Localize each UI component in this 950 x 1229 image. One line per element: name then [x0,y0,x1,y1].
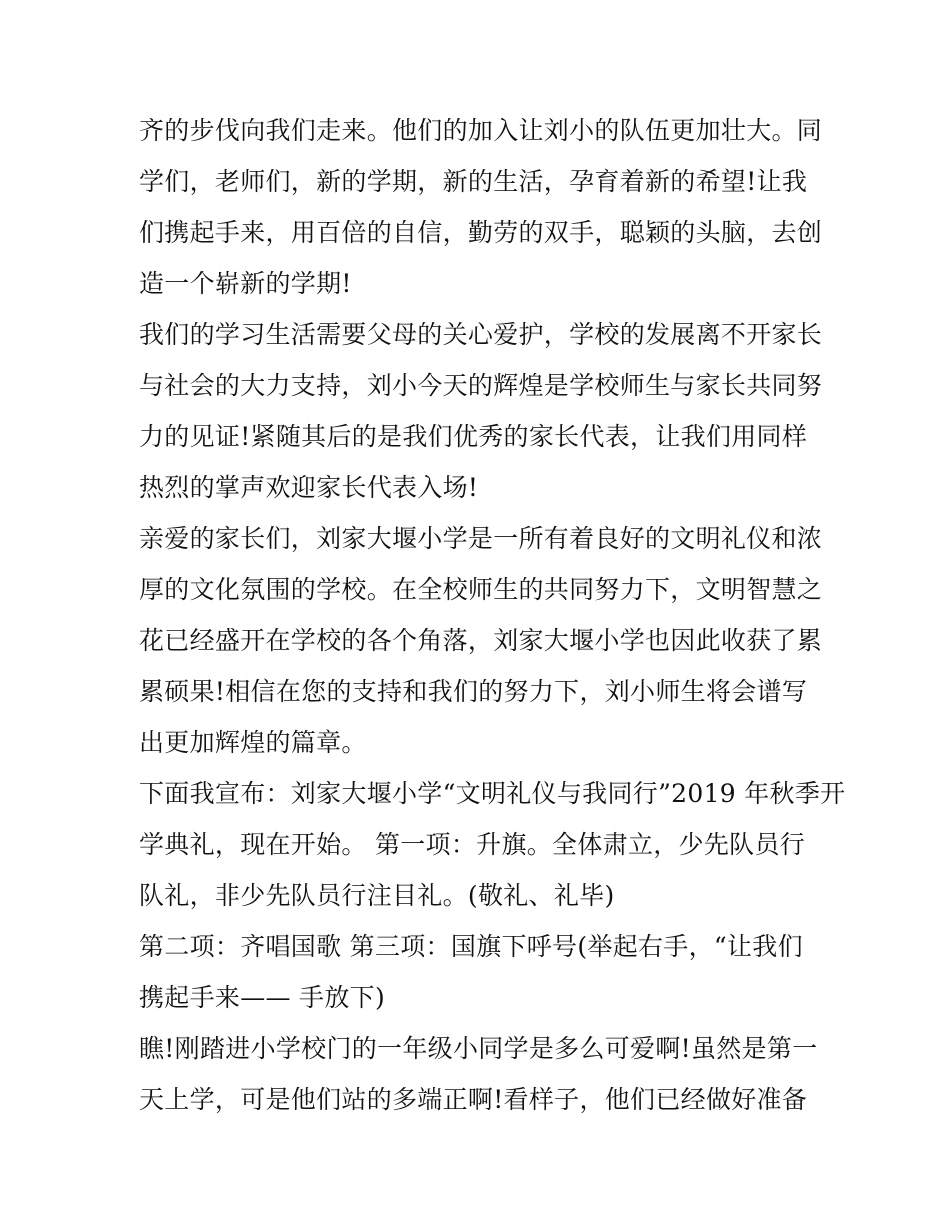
text-line: 花已经盛开在学校的各个角落，刘家大堰小学也因此收获了累 [139,626,823,655]
text-line: 厚的文化氛围的学校。在全校师生的共同努力下，文明智慧之 [139,575,823,604]
text-line: 造一个崭新的学期! [139,269,352,298]
text-line: 亲爱的家长们，刘家大堰小学是一所有着良好的文明礼仪和浓 [139,524,823,553]
text-line: 出更加辉煌的篇章。 [139,728,367,757]
text-line: 力的见证!紧随其后的是我们优秀的家长代表，让我们用同样 [139,422,808,451]
text-line: 下面我宣布：刘家大堰小学“文明礼仪与我同行”2019 年秋季开 [139,779,846,808]
text-line: 第二项：齐唱国歌 第三项：国旗下呼号(举起右手，“让我们 [139,932,803,961]
text-line: 天上学，可是他们站的多端正啊!看样子，他们已经做好准备 [139,1085,808,1114]
text-line: 与社会的大力支持，刘小今天的辉煌是学校师生与家长共同努 [139,371,823,400]
text-line: 齐的步伐向我们走来。他们的加入让刘小的队伍更加壮大。同 [139,116,823,145]
text-line: 累硕果!相信在您的支持和我们的努力下，刘小师生将会谱写 [139,677,808,706]
text-line: 热烈的掌声欢迎家长代表入场! [139,473,479,502]
document-body [139,105,846,1125]
text-line: 队礼，非少先队员行注目礼。(敬礼、礼毕) [139,881,615,910]
text-line: 学典礼，现在开始。 第一项：升旗。全体肃立，少先队员行 [139,830,806,859]
text-line: 们携起手来，用百倍的自信，勤劳的双手，聪颖的头脑，去创 [139,218,823,247]
text-line: 瞧!刚踏进小学校门的一年级小同学是多么可爱啊!虽然是第一 [139,1034,818,1063]
text-line: 我们的学习生活需要父母的关心爱护，学校的发展离不开家长 [139,320,823,349]
text-line: 学们，老师们，新的学期，新的生活，孕育着新的希望!让我 [139,167,808,196]
text-line: 携起手来—— 手放下) [139,983,386,1012]
